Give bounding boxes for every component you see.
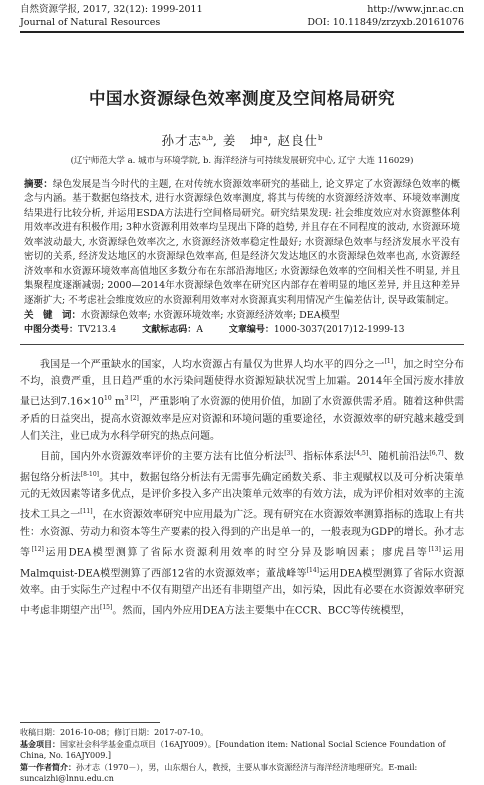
body-text-run: 。然而，国内外应用DEA方法主要集中在CCR、BCC等传统模型， [112,605,411,617]
body-text-run: 、数据包络分析法 [20,451,465,484]
author-name: 姜 坤 [222,132,264,148]
citation-mark: 10 [104,395,112,403]
abstract [20,178,464,309]
article-id-value: 1000-3037(2017)12-1999-13 [273,324,405,335]
fund-label: 基金项目： [20,739,60,749]
author-name: 赵良仕 [277,132,319,148]
running-header-en [20,17,464,30]
citation-mark: 3 [2] [124,395,139,403]
citation-mark: [13] [428,546,441,554]
body-paragraph [20,353,464,446]
author-bio-text: 孙才志（1970－），男，山东烟台人，教授，主要从事水资源经济与海洋经济地理研究。E-mail: suncaizhi@lnnu.edu.cn [20,762,418,783]
body-paragraph [20,445,464,620]
author-name: 孙才志 [161,132,202,148]
body-text-run: 运用Malmquist-DEA模型测算了西部12省的水资源效率；董战峰等 [20,547,464,580]
affiliation: (辽宁师范大学 a. 城市与环境学院, b. 海洋经济与可持续发展研究中心, 辽宁 大连 116029) [70,155,414,166]
page [20,4,464,620]
abstract-rule [20,344,464,345]
abstract-label: 摘要： [24,178,53,190]
abstract-text: 绿色发展是当今时代的主题, 在对传统水资源效率研究的基础上, 论文界定了水资源绿色效率的概念与内涵。基于数据包络技术, 进行水资源绿色效率测度, 将其与传统的水资源经济效率、环境效率测度结果进行比较分析, 并运用ESDA方法进行空间格局研究。研究结果发现: 社会维度效应对水资源整体利用效率改进有积极作用; 3种水资源利用效率均呈现出下降的趋势, 并且存在不同程度的波动, 水资源环境效率波动最大, 水资源绿色效率次之, 水资源经济效率稳定性最好; 水资源绿色效率与经济发展水平没有密切的关系, 经济发达地区的水资源绿色效率高, 但是经济欠发达地区的水资源绿色效率也高, 水资源经济效率和水资源环境效率高值地区多数分布在东部沿海地区; 水资源绿色效率的空间相关性不明显, 并且集聚程度逐渐减弱; 2000—2014年水资源绿色效率在研究区内部存在着明显的地区差异, 并且这种差异逐渐扩大; 不考虑社会维度效应的水资源利用效率对水资源真实利用情况产生偏差估计, 误导政策制定。 [24,178,460,306]
author-bio-label: 第一作者简介： [20,762,76,772]
body-text-run: 运用DEA模型测算了省际水资源效率。由于实际生产过程中不仅有期望产出还有非期望产出，如污染，因此有必要在水资源效率研究中考虑非期望产出 [20,568,464,617]
fund-text: 国家社会科学基金重点项目（16AJY009）。[Foundation item: National Social Science Foundation of China, No. 16AJY009.] [20,739,446,760]
body-text-run: 我国是一个严重缺水的国家，人均水资源占有量仅为世界人均水平的四分之一 [40,358,385,370]
header-rule [20,31,464,33]
footnote-author [20,762,464,785]
body-text-run: ，在水资源效率研究中应用最为广泛。现有研究在水资源效率测算指标的选取上有共性：水资源、劳动力和资本等生产要素的投入得到的产出是单一的，一般表现为GDP的增长。孙才志等 [20,509,465,559]
article-id-label: 文章编号： [228,324,274,335]
journal-url[interactable]: http://www.jnr.ac.cn [367,4,464,15]
author-affiliation-mark: b [318,133,323,142]
clc-label: 中图分类号： [24,324,79,335]
author-affiliation-mark: a,b [202,133,213,142]
footnote-rule [20,722,160,723]
doc-code-label: 文献标志码： [142,324,197,335]
citation-mark: [3] [284,450,293,458]
citation-mark: [4,5] [353,450,369,458]
body-text-run: 、指标体系法 [292,451,354,463]
body-text-run: 、随机前沿法 [368,451,430,463]
keywords-text: 水资源绿色效率; 水资源环境效率; 水资源经济效率; DEA模型 [81,310,340,321]
body-text-run: 。其中，数据包络分析法有无需事先确定函数关系、非主观赋权以及可分析决策单元的无效因素等诸多优点，是评价多投入多产出决策单元效率的有效方法，成为评价相对效率的主流技术工具之一 [20,472,465,521]
footnote-fund [20,739,464,762]
running-header [20,4,464,17]
body-text [20,353,464,620]
citation-mark: [14] [306,566,319,574]
citation-mark: [11] [80,508,93,516]
classification-row [20,324,464,337]
citation-mark: [1] [384,357,394,365]
citation-mark: [8-10] [80,470,100,478]
citation-mark: [12] [31,546,44,554]
footnotes [20,727,464,785]
body-text-run: 运用DEA模型测算了省际水资源利用效率的时空分异及影响因素；廖虎昌等 [43,547,429,559]
footnote-received: 收稿日期：2016-10-08；修订日期：2017-07-10。 [20,728,209,737]
doi[interactable]: DOI: 10.11849/zrzyxb.20161076 [307,16,464,28]
body-text-run: ，严重影响了水资源的使用价值，加剧了水资源供需矛盾。随着这种供需矛盾的日益突出，提高水资源效率是应对资源和环境问题的重要途径，水资源效率的研究越来越受到人们关注，业已成为水科学研究的热点问题。 [20,396,464,442]
citation-mark: [15] [100,604,113,612]
body-text-run: 目前，国内外水资源效率评价的主要方法有比值分析法 [40,451,285,463]
paper-title: 中国水资源绿色效率测度及空间格局研究 [89,88,395,108]
keywords [20,309,464,324]
journal-name-en: Journal of Natural Resources [20,16,161,28]
body-text-run: ，加之时空分布不均，浪费严重，且日趋严重的水污染问题使得水资源短缺状况雪上加霜。2014年全国污废水排放量已达到7.16×10 [20,358,465,408]
body-text-run: m [111,396,125,408]
doc-code-value: A [196,324,203,335]
author-list: 孙才志$^{a,b}$, 姜 坤$^a$, 赵良仕$^b$ [161,132,323,148]
keywords-label: 关 键 词： [24,310,82,321]
journal-citation: 自然资源学报, 2017, 32(12): 1999-2011 [20,4,203,15]
citation-mark: [6,7] [429,450,444,458]
author-affiliation-mark: a [263,133,268,142]
clc-value: TV213.4 [78,324,117,335]
